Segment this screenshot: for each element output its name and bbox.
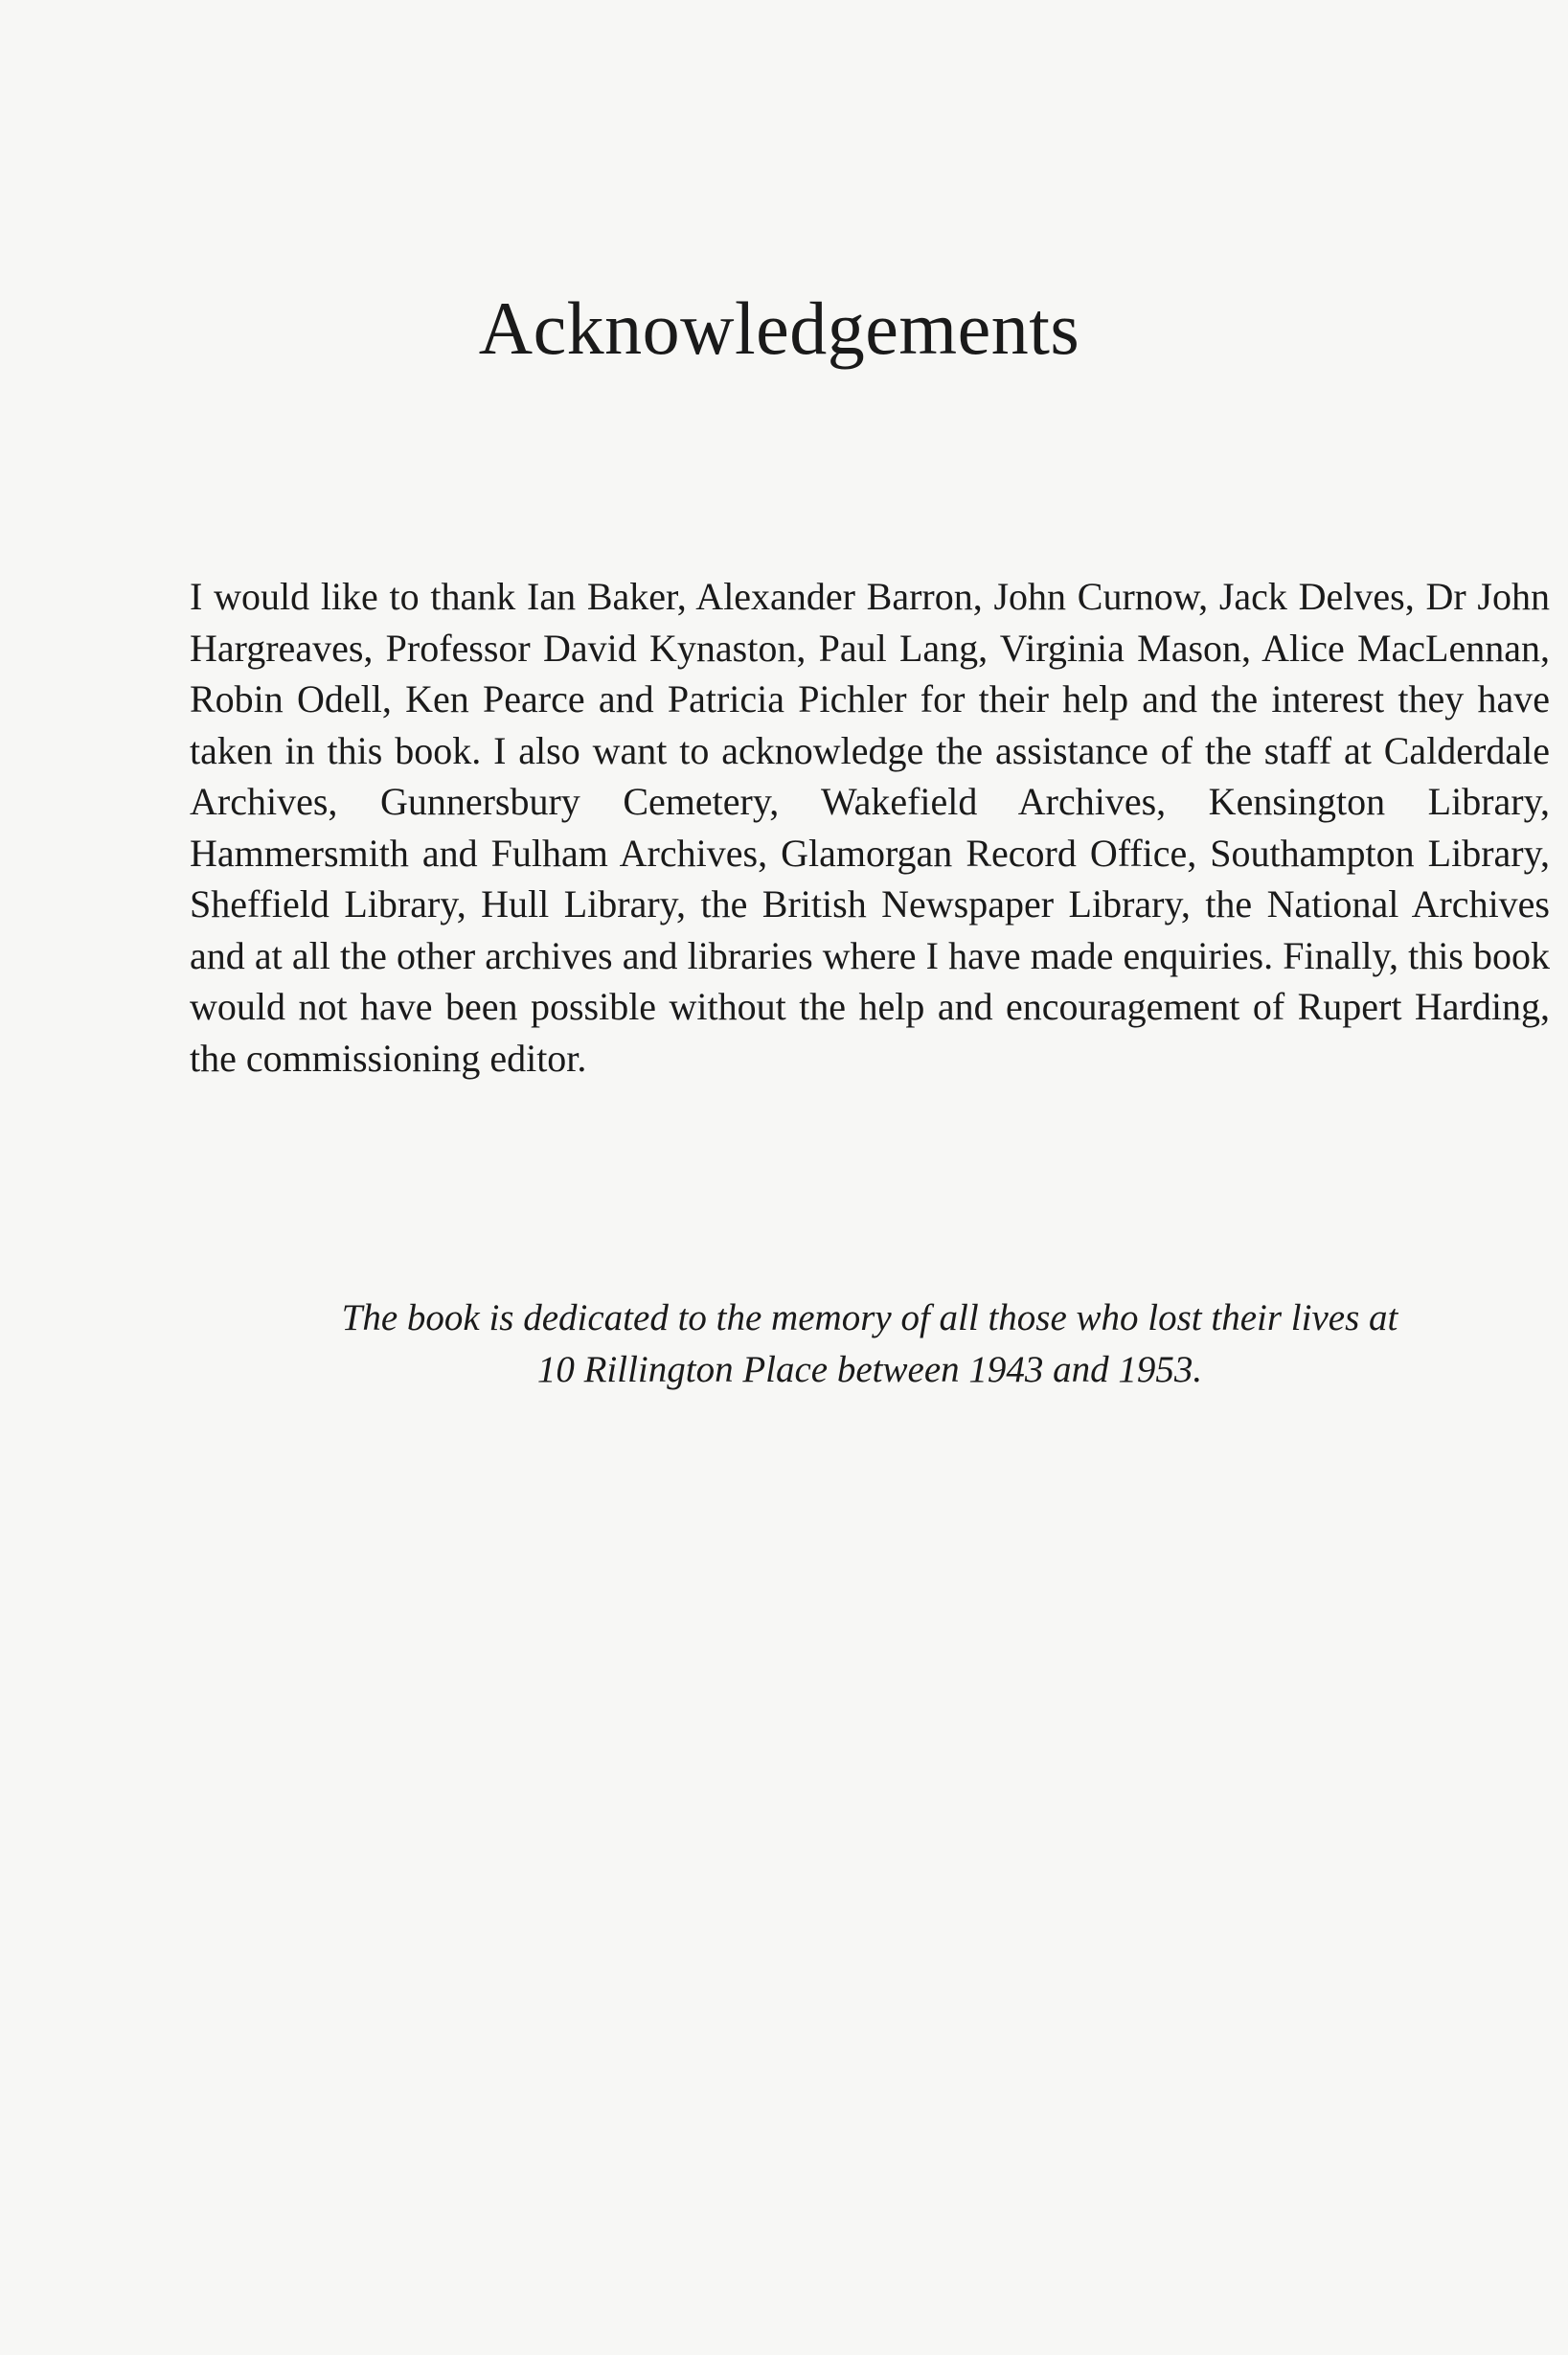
page-title: Acknowledgements (478, 286, 1080, 370)
dedication (190, 1292, 1550, 1396)
dedication-line-1: The book is dedicated to the memory of all those who lost their lives at (341, 1297, 1398, 1338)
dedication-line-2: 10 Rillington Place between 1943 and 1953. (536, 1349, 1203, 1390)
acknowledgements-paragraph: I would like to thank Ian Baker, Alexander Barron, John Curnow, Jack Delves, Dr John Hargreaves, Professor David Kynaston, Paul Lang, Virginia Mason, Alice MacLennan, Robin Odell, Ken Pearce and Patricia Pichler for their help and the interest they have taken in this book. I also want to acknowledge the assistance of the staff at Calderdale Archives, Gunnersbury Cemetery, Wakefield Archives, Kensington Library, Hammersmith and Fulham Archives, Glamorgan Record Office, Southampton Library, Sheffield Library, Hull Library, the British Newspaper Library, the National Archives and at all the other archives and libraries where I have made enquiries. Finally, this book would not have been possible without the help and encouragement of Rupert Harding, the commissioning editor. (190, 575, 1550, 1080)
